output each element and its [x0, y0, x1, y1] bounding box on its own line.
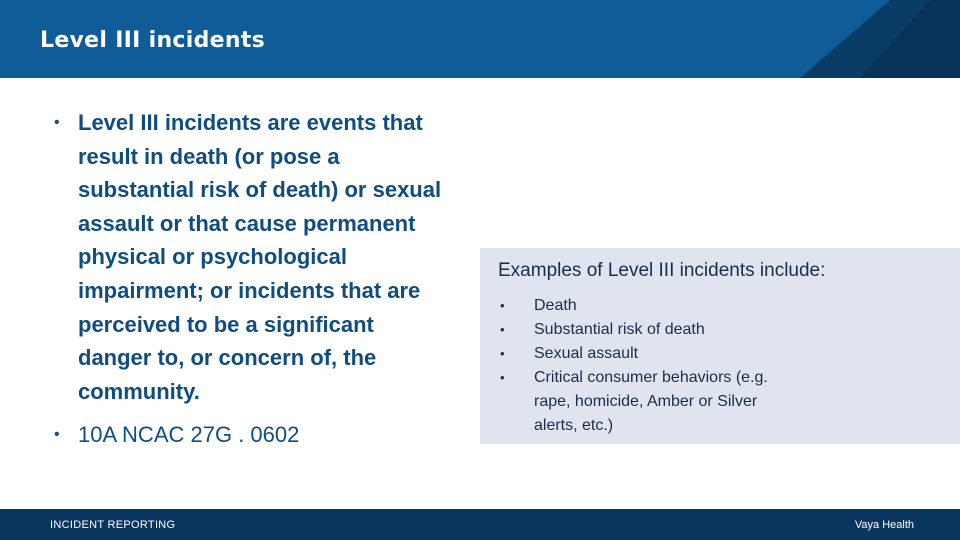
- footer-org-name: Vaya Health: [854, 519, 914, 531]
- bullet-icon: •: [500, 370, 505, 385]
- examples-item-label: Substantial risk of death: [534, 321, 705, 338]
- examples-item-label: Death: [534, 297, 577, 314]
- examples-list: [498, 294, 798, 438]
- bullet-icon: •: [54, 426, 60, 444]
- examples-title: Examples of Level III incidents include:: [498, 260, 826, 281]
- regulation-text: 10A NCAC 27G . 0602: [78, 422, 300, 448]
- examples-box: [480, 248, 960, 444]
- examples-item: [498, 342, 798, 366]
- footer-section-label: INCIDENT REPORTING: [50, 519, 176, 531]
- bullet-icon: •: [500, 298, 505, 313]
- main-bullet-list: [36, 106, 446, 452]
- main-bullet-regulation: [36, 418, 446, 452]
- bullet-icon: •: [500, 346, 505, 361]
- bullet-icon: •: [500, 322, 505, 337]
- examples-item-label: Critical consumer behaviors (e.g. rape, homicide, Amber or Silver alerts, etc.): [534, 369, 768, 434]
- header-bar: [0, 0, 960, 78]
- bullet-icon: •: [54, 114, 60, 131]
- examples-item-label: Sexual assault: [534, 345, 639, 362]
- footer-bar: [0, 509, 960, 540]
- examples-item: [498, 366, 798, 438]
- main-bullet-definition: [36, 106, 446, 408]
- examples-item: [498, 294, 798, 318]
- page-title: Level III incidents: [40, 28, 266, 53]
- examples-item: [498, 318, 798, 342]
- definition-text: Level III incidents are events that result in death (or pose a substantial risk of death) or sexual assault or that cause permanent physical or psychological impairment; or incidents that are perceived to be a significant danger to, or concern of, the community.: [78, 110, 442, 404]
